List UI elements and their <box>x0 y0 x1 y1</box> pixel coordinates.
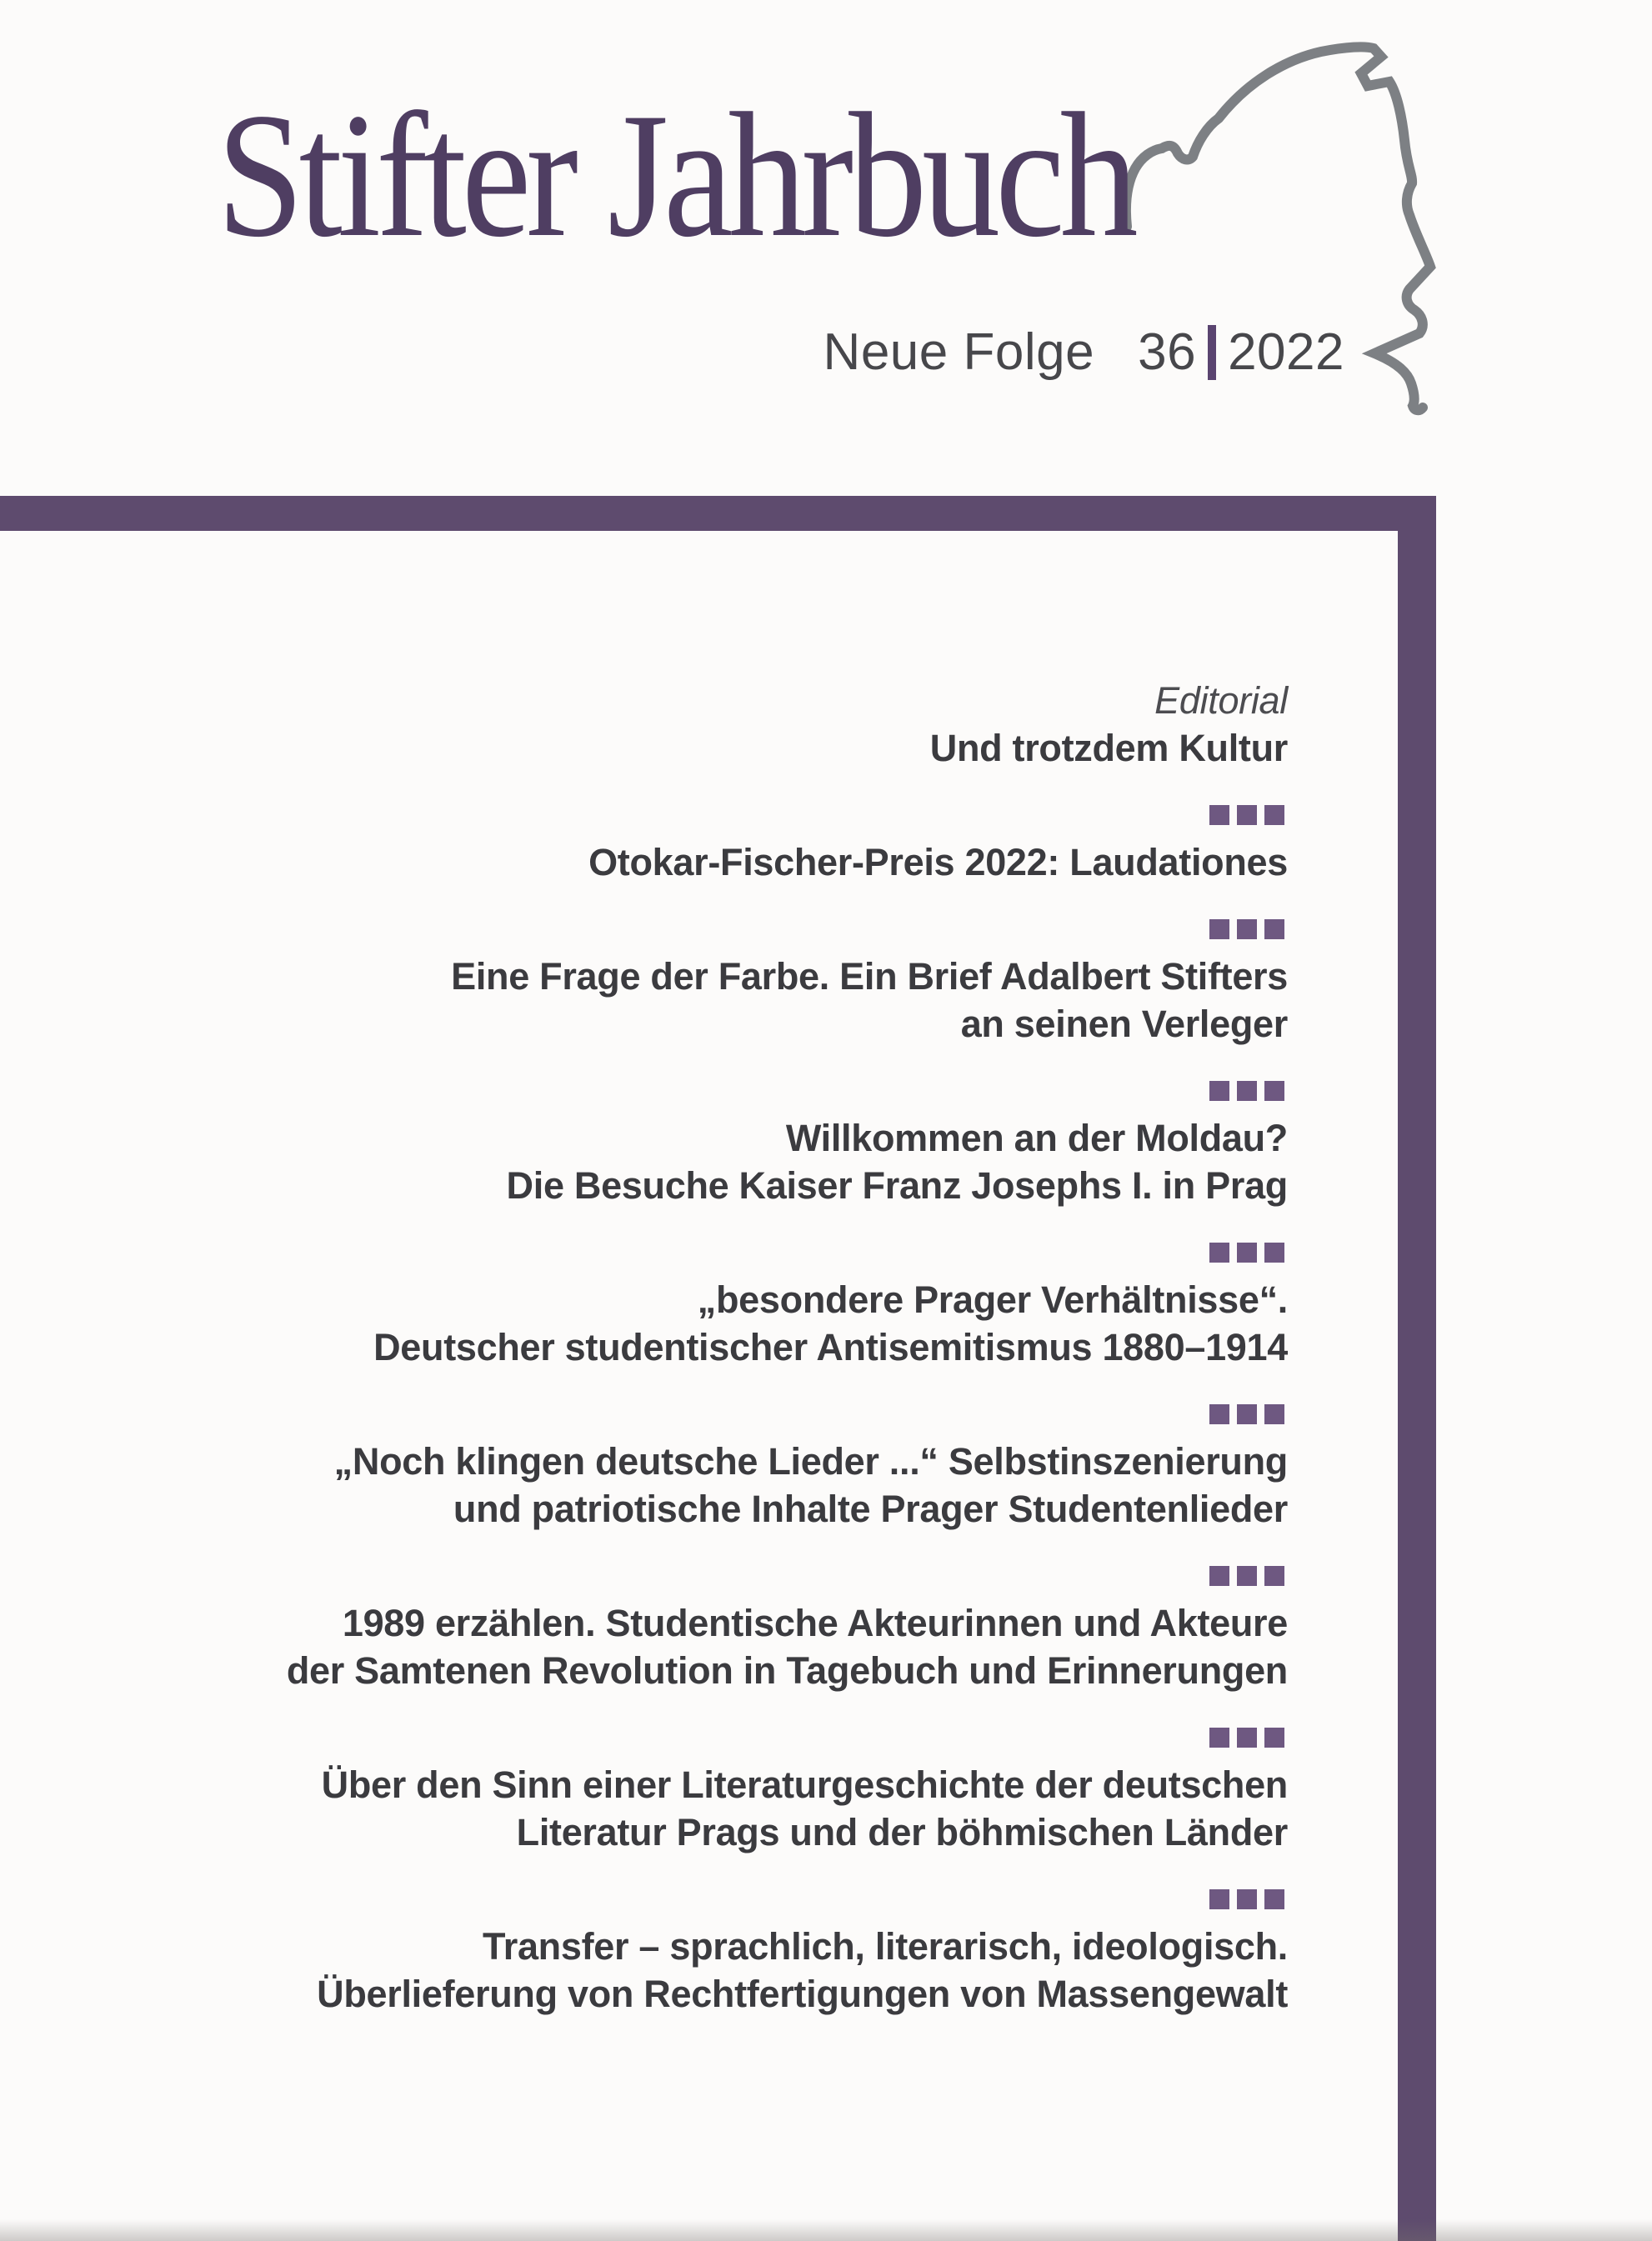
toc-line: Literatur Prags und der böhmischen Länder <box>516 1811 1288 1853</box>
separator-square-icon <box>1237 1404 1257 1424</box>
section-separator <box>104 919 1284 939</box>
separator-square-icon <box>1237 1566 1257 1586</box>
toc-line: „besondere Prager Verhältnisse“. <box>697 1278 1288 1321</box>
toc-entry <box>104 953 1288 1048</box>
separator-square-icon <box>1264 1889 1284 1909</box>
toc-line: und patriotische Inhalte Prager Studentenlieder <box>453 1488 1288 1530</box>
separator-square-icon <box>1237 1889 1257 1909</box>
section-separator <box>104 1566 1284 1586</box>
toc-line: an seinen Verleger <box>960 1003 1288 1045</box>
toc-entry <box>104 1761 1288 1856</box>
separator-square-icon <box>1209 1404 1229 1424</box>
edition-line <box>823 325 1344 380</box>
table-of-contents <box>104 658 1288 2018</box>
toc-line: 1989 erzählen. Studentische Akteurinnen und Akteure <box>342 1602 1288 1644</box>
volume-number: 36 <box>1138 323 1197 381</box>
toc-line: der Samtenen Revolution in Tagebuch und Erinnerungen <box>286 1649 1288 1692</box>
section-separator <box>104 1243 1284 1263</box>
separator-square-icon <box>1209 1728 1229 1748</box>
section-separator <box>104 1404 1284 1424</box>
volume-year-divider <box>1208 325 1216 380</box>
separator-square-icon <box>1209 1243 1229 1263</box>
separator-square-icon <box>1237 1243 1257 1263</box>
separator-square-icon <box>1209 805 1229 825</box>
section-separator <box>104 1728 1284 1748</box>
toc-entry <box>104 1438 1288 1533</box>
separator-square-icon <box>1237 919 1257 939</box>
section-separator <box>104 805 1284 825</box>
toc-entry <box>104 677 1288 772</box>
toc-line: Deutscher studentischer Antisemitismus 1880–1914 <box>373 1326 1288 1368</box>
toc-entry <box>104 838 1288 886</box>
page-title: Stifter Jahrbuch <box>217 75 1134 274</box>
separator-square-icon <box>1209 1889 1229 1909</box>
toc-line: Otokar-Fischer-Preis 2022: Laudationes <box>588 841 1288 883</box>
toc-line: „Noch klingen deutsche Lieder ...“ Selbstinszenierung <box>333 1440 1288 1483</box>
separator-square-icon <box>1209 1566 1229 1586</box>
year-number: 2022 <box>1228 323 1344 381</box>
separator-square-icon <box>1264 1243 1284 1263</box>
toc-entry <box>104 1923 1288 2018</box>
separator-square-icon <box>1209 1081 1229 1101</box>
toc-line: Willkommen an der Moldau? <box>785 1117 1288 1159</box>
separator-square-icon <box>1264 1081 1284 1101</box>
toc-line: Überlieferung von Rechtfertigungen von Massengewalt <box>317 1973 1288 2015</box>
toc-line: Editorial <box>1154 679 1288 722</box>
separator-square-icon <box>1237 1728 1257 1748</box>
toc-line: Die Besuche Kaiser Franz Josephs I. in Prag <box>506 1164 1288 1207</box>
separator-square-icon <box>1264 1404 1284 1424</box>
toc-entry <box>104 1114 1288 1209</box>
toc-line: Transfer – sprachlich, literarisch, ideologisch. <box>483 1925 1288 1968</box>
section-separator <box>104 1889 1284 1909</box>
toc-line: Eine Frage der Farbe. Ein Brief Adalbert Stifters <box>451 955 1288 998</box>
section-separator <box>104 1081 1284 1101</box>
toc-line: Und trotzdem Kultur <box>929 727 1288 769</box>
separator-square-icon <box>1264 919 1284 939</box>
series-label: Neue Folge <box>823 323 1095 381</box>
separator-square-icon <box>1237 805 1257 825</box>
frame-top-bar <box>0 496 1436 531</box>
separator-square-icon <box>1264 805 1284 825</box>
separator-square-icon <box>1209 919 1229 939</box>
separator-square-icon <box>1264 1728 1284 1748</box>
toc-line: Über den Sinn einer Literaturgeschichte der deutschen <box>321 1763 1288 1806</box>
toc-entry <box>104 1599 1288 1694</box>
separator-square-icon <box>1237 1081 1257 1101</box>
separator-square-icon <box>1264 1566 1284 1586</box>
frame-right-bar <box>1398 496 1436 2241</box>
toc-entry <box>104 1276 1288 1371</box>
